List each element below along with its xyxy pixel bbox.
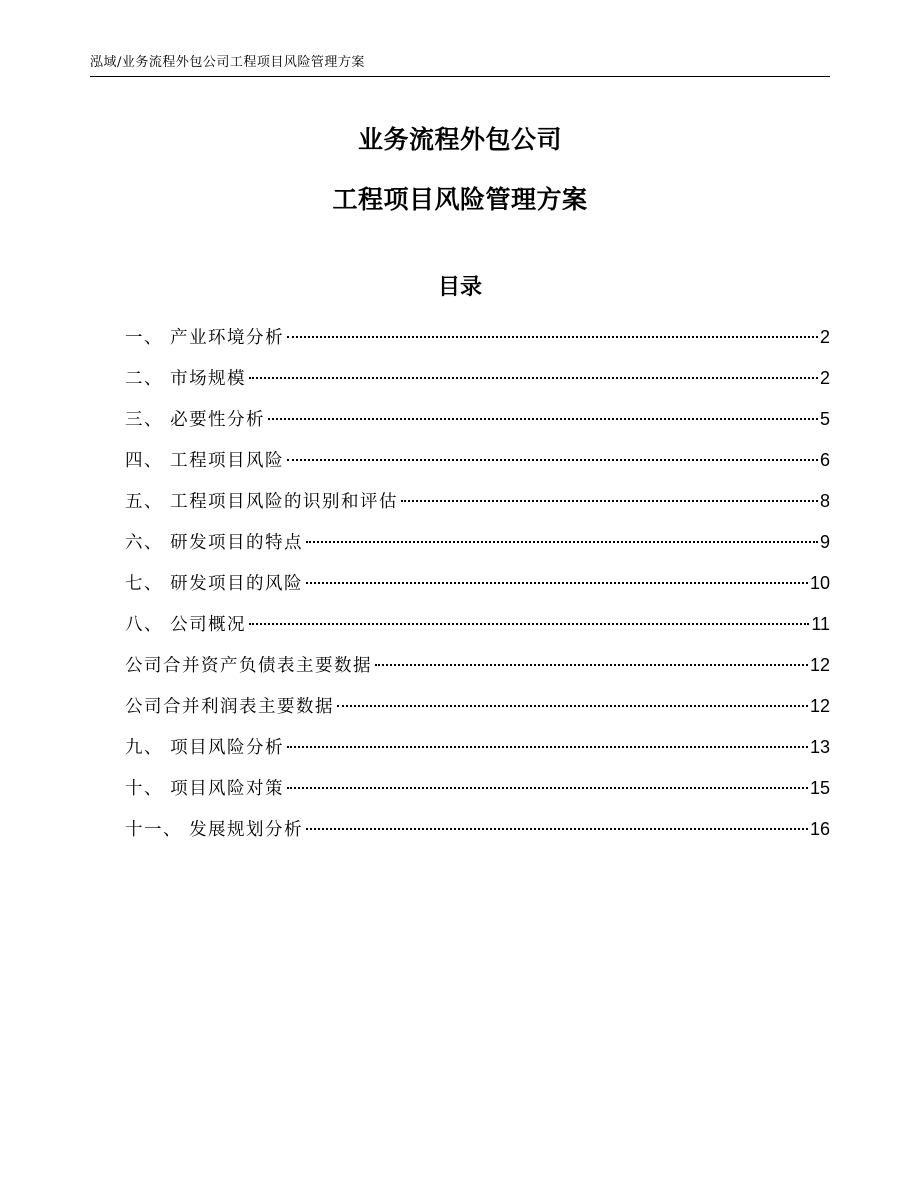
toc-dot-leader bbox=[306, 828, 808, 830]
toc-dot-leader bbox=[249, 623, 809, 625]
toc-entry[interactable] bbox=[125, 772, 830, 813]
toc-heading: 目录 bbox=[437, 275, 482, 300]
page-header: 泓域/业务流程外包公司工程项目风险管理方案 bbox=[90, 50, 830, 77]
toc-entry-page: 8 bbox=[819, 491, 830, 511]
toc-dot-leader bbox=[287, 336, 818, 338]
toc-entry-page: 15 bbox=[809, 778, 830, 798]
toc-entry-page: 6 bbox=[819, 450, 830, 470]
toc-dot-leader bbox=[337, 705, 808, 707]
toc-entry[interactable] bbox=[125, 649, 830, 690]
toc-entry-label: 八、 公司概况 bbox=[125, 615, 247, 635]
toc-entry-page: 10 bbox=[809, 573, 830, 593]
toc-entry[interactable] bbox=[125, 321, 830, 362]
toc-entry-label: 四、 工程项目风险 bbox=[125, 451, 285, 471]
document-title-line-1: 业务流程外包公司 bbox=[357, 125, 562, 154]
toc-entry-label: 九、 项目风险分析 bbox=[125, 738, 285, 758]
toc-entry-label: 五、 工程项目风险的识别和评估 bbox=[125, 492, 399, 512]
toc-dot-leader bbox=[268, 418, 818, 420]
toc-dot-leader bbox=[287, 459, 818, 461]
toc-entry[interactable] bbox=[125, 526, 830, 567]
toc-entry[interactable] bbox=[125, 362, 830, 403]
toc-entry-label: 十、 项目风险对策 bbox=[125, 779, 285, 799]
toc-entry-label: 二、 市场规模 bbox=[125, 369, 247, 389]
toc-entry[interactable] bbox=[125, 567, 830, 608]
toc-entry-label: 六、 研发项目的特点 bbox=[125, 533, 304, 553]
toc-entry-page: 16 bbox=[809, 819, 830, 839]
toc-entry-label: 公司合并资产负债表主要数据 bbox=[125, 656, 372, 676]
toc-entry-page: 12 bbox=[809, 696, 830, 716]
table-of-contents bbox=[125, 321, 830, 854]
toc-entry-label: 一、 产业环境分析 bbox=[125, 328, 285, 348]
toc-dot-leader bbox=[306, 541, 818, 543]
document-title-line-2: 工程项目风险管理方案 bbox=[332, 185, 588, 214]
toc-entry-page: 12 bbox=[809, 655, 830, 675]
toc-entry-page: 13 bbox=[809, 737, 830, 757]
toc-entry[interactable] bbox=[125, 444, 830, 485]
toc-dot-leader bbox=[287, 787, 808, 789]
toc-entry-page: 2 bbox=[819, 368, 830, 388]
toc-entry-page: 5 bbox=[819, 409, 830, 429]
toc-entry-label: 十一、 发展规划分析 bbox=[125, 820, 304, 840]
toc-dot-leader bbox=[401, 500, 818, 502]
toc-entry[interactable] bbox=[125, 485, 830, 526]
toc-entry[interactable] bbox=[125, 403, 830, 444]
toc-dot-leader bbox=[249, 377, 818, 379]
toc-entry-label: 七、 研发项目的风险 bbox=[125, 574, 304, 594]
toc-entry[interactable] bbox=[125, 608, 830, 649]
toc-entry-page: 11 bbox=[811, 614, 830, 634]
toc-dot-leader bbox=[375, 664, 808, 666]
toc-entry-page: 9 bbox=[819, 532, 830, 552]
toc-entry[interactable] bbox=[125, 690, 830, 731]
toc-entry-page: 2 bbox=[819, 327, 830, 347]
toc-entry[interactable] bbox=[125, 813, 830, 854]
toc-dot-leader bbox=[287, 746, 808, 748]
toc-entry[interactable] bbox=[125, 731, 830, 772]
toc-dot-leader bbox=[306, 582, 808, 584]
toc-entry-label: 三、 必要性分析 bbox=[125, 410, 266, 430]
toc-entry-label: 公司合并利润表主要数据 bbox=[125, 697, 334, 717]
